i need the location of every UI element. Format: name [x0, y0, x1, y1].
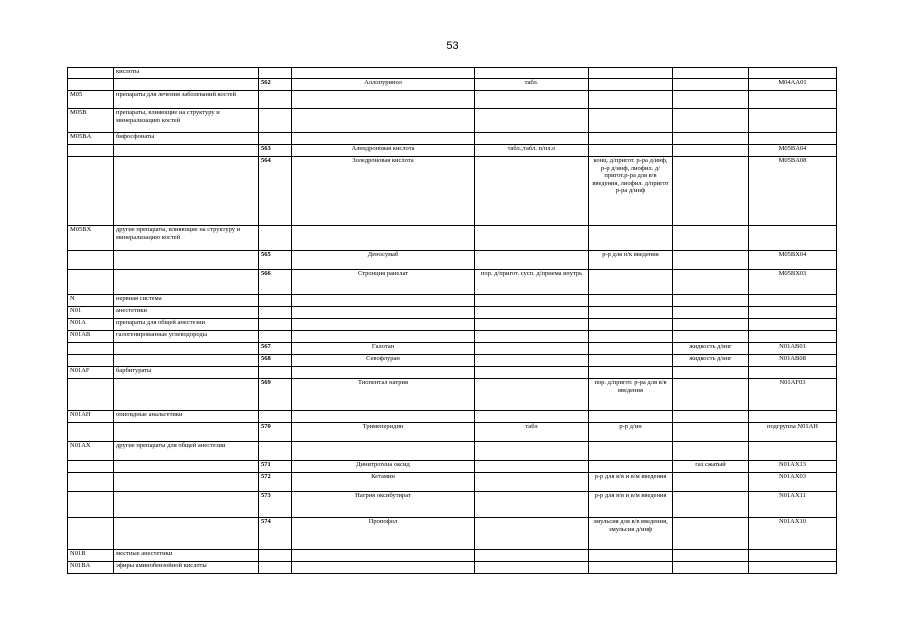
dosage-form-other-cell — [673, 79, 749, 91]
dosage-form-other-cell — [673, 68, 749, 79]
row-number-cell — [259, 442, 292, 461]
atc-group-code-cell — [68, 68, 114, 79]
dosage-form-other-cell — [673, 442, 749, 461]
atc-code-cell: M04AA01 — [749, 79, 837, 91]
dosage-form-cell — [475, 518, 589, 550]
table-row — [68, 355, 837, 367]
atc-group-code-cell — [68, 145, 114, 157]
atc-group-code-cell — [68, 355, 114, 367]
dosage-form-other-cell — [673, 270, 749, 295]
table-row — [68, 251, 837, 270]
dosage-form-other-cell — [673, 251, 749, 270]
drug-name-cell — [292, 226, 475, 251]
drug-name-cell: Алендроновая кислота — [292, 145, 475, 157]
drug-name-cell: Кетамин — [292, 473, 475, 492]
drug-name-cell: Тиопентал натрия — [292, 379, 475, 411]
dosage-form-alt-cell — [589, 145, 673, 157]
dosage-form-alt-cell — [589, 550, 673, 562]
drug-name-cell — [292, 331, 475, 343]
drug-name-cell: Пропофол — [292, 518, 475, 550]
row-number-cell — [259, 109, 292, 133]
row-number-cell — [259, 91, 292, 109]
dosage-form-other-cell — [673, 423, 749, 442]
row-number-cell: 574 — [259, 518, 292, 550]
atc-group-code-cell: N01 — [68, 307, 114, 319]
dosage-form-other-cell — [673, 550, 749, 562]
dosage-form-cell — [475, 331, 589, 343]
table-row — [68, 343, 837, 355]
dosage-form-alt-cell — [589, 562, 673, 574]
dosage-form-other-cell — [673, 379, 749, 411]
row-number-cell: 569 — [259, 379, 292, 411]
dosage-form-alt-cell — [589, 331, 673, 343]
group-name-cell: препараты для лечения заболеваний костей — [114, 91, 259, 109]
dosage-form-cell — [475, 411, 589, 423]
group-name-cell: другие препараты, влияющие на структуру и минерализацию костей — [114, 226, 259, 251]
dosage-form-other-cell — [673, 295, 749, 307]
atc-code-cell — [749, 331, 837, 343]
dosage-form-alt-cell — [589, 79, 673, 91]
group-name-cell — [114, 423, 259, 442]
row-number-cell — [259, 319, 292, 331]
group-name-cell: препараты для общей анестезии — [114, 319, 259, 331]
dosage-form-cell — [475, 91, 589, 109]
atc-group-code-cell: N01A — [68, 319, 114, 331]
dosage-form-other-cell — [673, 331, 749, 343]
atc-group-code-cell — [68, 518, 114, 550]
group-name-cell — [114, 492, 259, 518]
atc-code-cell — [749, 133, 837, 145]
row-number-cell: 566 — [259, 270, 292, 295]
table-row — [68, 367, 837, 379]
dosage-form-other-cell — [673, 473, 749, 492]
drug-name-cell — [292, 133, 475, 145]
atc-code-cell: N01AF03 — [749, 379, 837, 411]
dosage-form-cell — [475, 133, 589, 145]
dosage-form-cell: табл — [475, 423, 589, 442]
row-number-cell: 562 — [259, 79, 292, 91]
dosage-form-cell — [475, 307, 589, 319]
row-number-cell: 563 — [259, 145, 292, 157]
dosage-form-alt-cell — [589, 226, 673, 251]
drug-name-cell — [292, 550, 475, 562]
atc-group-code-cell — [68, 270, 114, 295]
atc-group-code-cell: M05 — [68, 91, 114, 109]
atc-group-code-cell: M05B — [68, 109, 114, 133]
atc-group-code-cell — [68, 473, 114, 492]
group-name-cell — [114, 355, 259, 367]
dosage-form-other-cell: газ сжатый — [673, 461, 749, 473]
atc-code-cell — [749, 411, 837, 423]
group-name-cell: другие препараты для общей анестезии — [114, 442, 259, 461]
atc-code-cell — [749, 226, 837, 251]
drug-name-cell — [292, 307, 475, 319]
group-name-cell: анестетики — [114, 307, 259, 319]
atc-group-code-cell: M05BA — [68, 133, 114, 145]
dosage-form-other-cell: жидкость д/инг — [673, 355, 749, 367]
dosage-form-other-cell — [673, 133, 749, 145]
atc-code-cell: N01AX13 — [749, 461, 837, 473]
dosage-form-alt-cell — [589, 270, 673, 295]
atc-code-cell — [749, 367, 837, 379]
atc-code-cell: M05BX03 — [749, 270, 837, 295]
table-row — [68, 68, 837, 79]
dosage-form-other-cell — [673, 157, 749, 226]
group-name-cell: барбитураты — [114, 367, 259, 379]
dosage-form-alt-cell — [589, 461, 673, 473]
drug-name-cell — [292, 319, 475, 331]
dosage-form-alt-cell — [589, 68, 673, 79]
dosage-form-other-cell — [673, 109, 749, 133]
dosage-form-alt-cell — [589, 109, 673, 133]
drug-name-cell — [292, 91, 475, 109]
atc-code-cell — [749, 91, 837, 109]
table-row — [68, 562, 837, 574]
dosage-form-other-cell — [673, 518, 749, 550]
dosage-form-other-cell: жидкость д/инг — [673, 343, 749, 355]
group-name-cell: местные анестетики — [114, 550, 259, 562]
dosage-form-alt-cell: р-р для п/к введения — [589, 251, 673, 270]
dosage-form-cell — [475, 319, 589, 331]
group-name-cell — [114, 518, 259, 550]
dosage-form-cell — [475, 550, 589, 562]
table-row — [68, 550, 837, 562]
table-row — [68, 91, 837, 109]
group-name-cell — [114, 343, 259, 355]
group-name-cell — [114, 270, 259, 295]
dosage-form-alt-cell — [589, 355, 673, 367]
group-name-cell — [114, 145, 259, 157]
table-body — [68, 68, 837, 574]
row-number-cell: 571 — [259, 461, 292, 473]
dosage-form-alt-cell — [589, 367, 673, 379]
table-row — [68, 270, 837, 295]
dosage-form-alt-cell: конц. д/пригот. р-ра д/инф, р-р д/инф, лиофил. д/пригот.р-ра для в/в введения, лиофил. д/пригот р-ра д/инф — [589, 157, 673, 226]
drug-name-cell: Золедроновая кислота — [292, 157, 475, 226]
table-row — [68, 133, 837, 145]
atc-code-cell: M05BA08 — [749, 157, 837, 226]
dosage-form-alt-cell: пор. д/пригот. р-ра для в/в введения — [589, 379, 673, 411]
dosage-form-alt-cell: эмульсия для в/в введения, эмульсия д/инф — [589, 518, 673, 550]
atc-group-code-cell — [68, 251, 114, 270]
atc-code-cell: M05BA04 — [749, 145, 837, 157]
row-number-cell: 568 — [259, 355, 292, 367]
row-number-cell — [259, 133, 292, 145]
drug-name-cell: Аллопуринол — [292, 79, 475, 91]
dosage-form-cell — [475, 473, 589, 492]
group-name-cell: кислоты — [114, 68, 259, 79]
atc-group-code-cell — [68, 343, 114, 355]
group-name-cell: галогенированные углеводороды — [114, 331, 259, 343]
table-row — [68, 423, 837, 442]
atc-group-code-cell — [68, 379, 114, 411]
group-name-cell: препараты, влияющие на структуру и минерализацию костей — [114, 109, 259, 133]
drug-list-table — [67, 67, 837, 574]
atc-code-cell — [749, 109, 837, 133]
dosage-form-cell — [475, 295, 589, 307]
dosage-form-alt-cell: р-р д/ин — [589, 423, 673, 442]
page-number: 53 — [446, 40, 459, 52]
group-name-cell — [114, 157, 259, 226]
dosage-form-alt-cell — [589, 91, 673, 109]
atc-code-cell: N01AB01 — [749, 343, 837, 355]
table-row — [68, 79, 837, 91]
dosage-form-alt-cell — [589, 319, 673, 331]
atc-code-cell: M05BX04 — [749, 251, 837, 270]
row-number-cell: 567 — [259, 343, 292, 355]
dosage-form-other-cell — [673, 226, 749, 251]
atc-group-code-cell — [68, 423, 114, 442]
dosage-form-alt-cell — [589, 411, 673, 423]
row-number-cell: 573 — [259, 492, 292, 518]
row-number-cell: 572 — [259, 473, 292, 492]
atc-group-code-cell: N — [68, 295, 114, 307]
row-number-cell: 570 — [259, 423, 292, 442]
dosage-form-other-cell — [673, 91, 749, 109]
atc-code-cell: N01AB08 — [749, 355, 837, 367]
row-number-cell: 565 — [259, 251, 292, 270]
dosage-form-other-cell — [673, 319, 749, 331]
table-row — [68, 226, 837, 251]
table-row — [68, 461, 837, 473]
table-row — [68, 379, 837, 411]
atc-group-code-cell: N01AB — [68, 331, 114, 343]
dosage-form-cell: табл. — [475, 79, 589, 91]
dosage-form-other-cell — [673, 367, 749, 379]
group-name-cell — [114, 379, 259, 411]
group-name-cell: бифосфонаты — [114, 133, 259, 145]
row-number-cell — [259, 295, 292, 307]
atc-group-code-cell: N01AX — [68, 442, 114, 461]
row-number-cell: 564 — [259, 157, 292, 226]
dosage-form-alt-cell — [589, 442, 673, 461]
group-name-cell — [114, 79, 259, 91]
row-number-cell — [259, 307, 292, 319]
dosage-form-cell — [475, 109, 589, 133]
atc-group-code-cell: M05BX — [68, 226, 114, 251]
atc-code-cell — [749, 319, 837, 331]
drug-name-cell — [292, 68, 475, 79]
dosage-form-cell — [475, 379, 589, 411]
drug-name-cell — [292, 367, 475, 379]
dosage-form-cell — [475, 562, 589, 574]
dosage-form-other-cell — [673, 307, 749, 319]
dosage-form-cell — [475, 492, 589, 518]
atc-code-cell — [749, 442, 837, 461]
table-row — [68, 411, 837, 423]
dosage-form-cell — [475, 68, 589, 79]
table-row — [68, 518, 837, 550]
dosage-form-other-cell — [673, 492, 749, 518]
dosage-form-other-cell — [673, 145, 749, 157]
dosage-form-cell — [475, 251, 589, 270]
atc-code-cell — [749, 550, 837, 562]
atc-group-code-cell — [68, 492, 114, 518]
table-row — [68, 295, 837, 307]
row-number-cell — [259, 550, 292, 562]
table-row — [68, 331, 837, 343]
dosage-form-cell — [475, 157, 589, 226]
drug-name-cell: Тримеперидин — [292, 423, 475, 442]
group-name-cell: эфиры аминобензойной кислоты — [114, 562, 259, 574]
atc-code-cell — [749, 307, 837, 319]
drug-name-cell: Галотан — [292, 343, 475, 355]
drug-name-cell: Стронция ранелат — [292, 270, 475, 295]
atc-group-code-cell: N01BA — [68, 562, 114, 574]
atc-code-cell — [749, 295, 837, 307]
group-name-cell: опиоидные анальгетики — [114, 411, 259, 423]
dosage-form-alt-cell — [589, 295, 673, 307]
atc-group-code-cell: N01AH — [68, 411, 114, 423]
group-name-cell — [114, 251, 259, 270]
table-row — [68, 319, 837, 331]
drug-name-cell: Деносумаб — [292, 251, 475, 270]
atc-group-code-cell — [68, 157, 114, 226]
atc-code-cell — [749, 68, 837, 79]
atc-group-code-cell: N01B — [68, 550, 114, 562]
dosage-form-alt-cell — [589, 307, 673, 319]
group-name-cell — [114, 461, 259, 473]
atc-code-cell: N01AX11 — [749, 492, 837, 518]
table-row — [68, 492, 837, 518]
drug-name-cell — [292, 562, 475, 574]
dosage-form-cell — [475, 355, 589, 367]
dosage-form-other-cell — [673, 411, 749, 423]
row-number-cell — [259, 68, 292, 79]
atc-code-cell — [749, 562, 837, 574]
atc-group-code-cell — [68, 79, 114, 91]
table-row — [68, 473, 837, 492]
dosage-form-alt-cell — [589, 343, 673, 355]
group-name-cell — [114, 473, 259, 492]
drug-name-cell: Динитрогена оксид — [292, 461, 475, 473]
atc-code-cell: N01AX10 — [749, 518, 837, 550]
row-number-cell — [259, 226, 292, 251]
dosage-form-alt-cell — [589, 133, 673, 145]
atc-group-code-cell — [68, 461, 114, 473]
drug-name-cell: Севофлуран — [292, 355, 475, 367]
group-name-cell: нервная система — [114, 295, 259, 307]
dosage-form-cell — [475, 461, 589, 473]
drug-name-cell: Натрия оксибутират — [292, 492, 475, 518]
row-number-cell — [259, 411, 292, 423]
dosage-form-cell — [475, 343, 589, 355]
table-row — [68, 442, 837, 461]
table-row — [68, 109, 837, 133]
drug-name-cell — [292, 411, 475, 423]
dosage-form-cell — [475, 442, 589, 461]
drug-name-cell — [292, 442, 475, 461]
dosage-form-other-cell — [673, 562, 749, 574]
atc-group-code-cell: N01AF — [68, 367, 114, 379]
dosage-form-cell: табл.,табл. п/пл.о — [475, 145, 589, 157]
row-number-cell — [259, 331, 292, 343]
dosage-form-cell: пор. д/пригот. сусп. д/приема внутрь — [475, 270, 589, 295]
atc-code-cell: подгруппа N01AH — [749, 423, 837, 442]
drug-name-cell — [292, 109, 475, 133]
table-row — [68, 157, 837, 226]
table-row — [68, 307, 837, 319]
table-row — [68, 145, 837, 157]
dosage-form-cell — [475, 367, 589, 379]
dosage-form-cell — [475, 226, 589, 251]
drug-name-cell — [292, 295, 475, 307]
dosage-form-alt-cell: р-р для в/в и в/м введения — [589, 492, 673, 518]
row-number-cell — [259, 367, 292, 379]
atc-code-cell: N01AX03 — [749, 473, 837, 492]
row-number-cell — [259, 562, 292, 574]
dosage-form-alt-cell: р-р для в/в и в/м введения — [589, 473, 673, 492]
